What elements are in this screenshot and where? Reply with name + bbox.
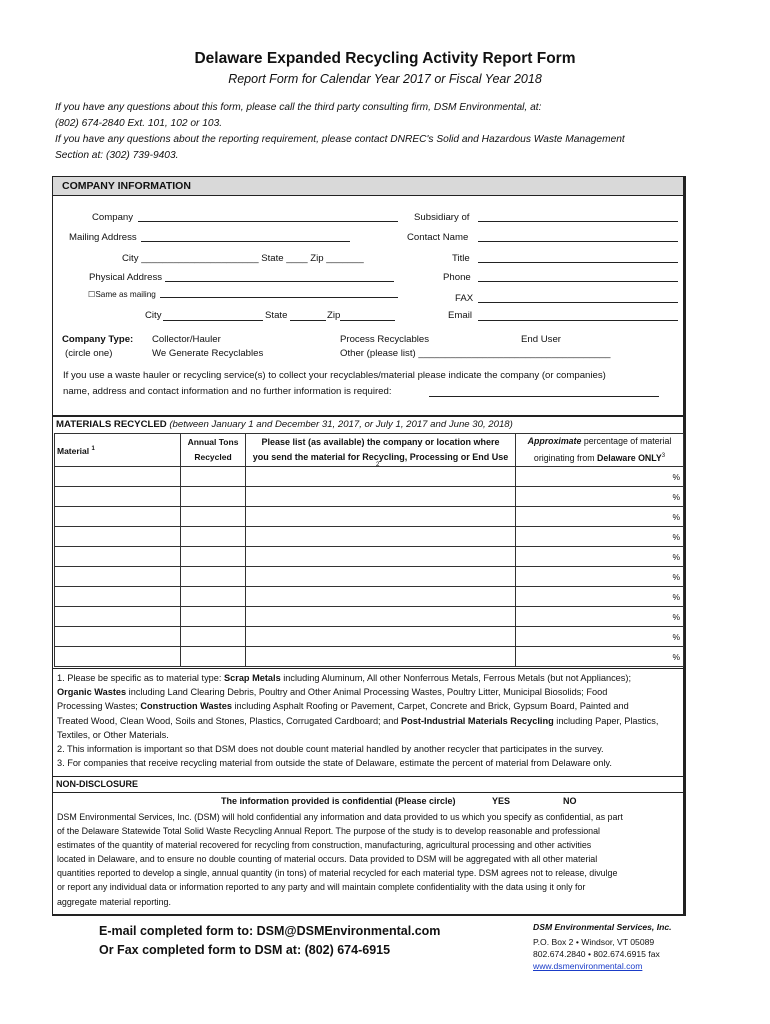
contact-name-field[interactable] bbox=[478, 241, 678, 242]
email-label: Email bbox=[448, 310, 472, 321]
material-cell[interactable] bbox=[55, 507, 181, 527]
table-row bbox=[55, 647, 684, 667]
destination-column-header: Please list (as available) the company or location where you send the material for Recycling, Processing or End Use bbox=[246, 434, 516, 467]
type-other-option[interactable]: Other (please list) ____________________________________ bbox=[340, 348, 611, 359]
state-label: State bbox=[265, 310, 288, 321]
nondisclosure-text: DSM Environmental Services, Inc. (DSM) will hold confidential any information and data provided to us which you specify as confidential, as part of the Delaware Statewide Total Solid Waste Recycling Annual Report. The purpose of the study is to develop reasonable and professional estimates of the quantity of material recovered for recycling from construction, manufacturing, agricultural processing and other activities located in Delaware, and to ensure no double counting of material occurs. Data provided to DSM will be aggregated with all other material quantities reported to develop a single, annual quantity (in tons) of material recycled for each material type. DSM agrees not to release, divulge or report any individual data or information reported to any party and will maintain complete confidentiality with the data using it only for aggregate material reporting. bbox=[57, 812, 623, 907]
material-cell[interactable] bbox=[55, 607, 181, 627]
hauler-instruction: name, address and contact information and no further information is required: bbox=[63, 386, 392, 397]
footnote-1: 1. Please be specific as to material type: Scrap Metals including Aluminum, All other Nonferrous Metals, Ferrous Metals (but not Appliances); Organic Wastes including Land Clearing Debris, Poultry and Other Animal Processing Wastes, Poultry Litter, Municipal Biosolids; Food Processing Wastes; Construction Wastes including Asphalt Roofing or Pavement, Carpet, Concrete and Brick, Gypsum Board, Painted and Treated Wood, Clean Wood, Soils and Stones, Plastics, Corrugated Cardboard; and Post-Industrial Materials Recycling including Paper, Plastics, Textiles, or Other Materials. 2. This information is important so that DSM does not double count material handled by another recycler that participates in the survey. 3. For companies that receive recycling material from outside the state of Delaware, estimate the percent of material from Delaware only. bbox=[57, 671, 682, 770]
table-row bbox=[55, 587, 684, 607]
tons-cell[interactable] bbox=[181, 467, 246, 487]
company-type-label: Company Type: bbox=[62, 334, 134, 345]
footnote-3: 3. For companies that receive recycling material from outside the state of Delaware, estimate the percent of material from Delaware only. bbox=[57, 758, 612, 769]
dsm-website-link[interactable]: www.dsmenvironmental.com bbox=[533, 961, 643, 971]
type-generate-option[interactable]: We Generate Recyclables bbox=[152, 348, 264, 359]
email-field[interactable] bbox=[478, 320, 678, 321]
fax-label: FAX bbox=[455, 293, 474, 304]
intro-text: If you have any questions about this form, please call the third party consulting firm, DSM Environmental, at: bbox=[55, 102, 542, 113]
tons-column-header: Annual Tons Recycled bbox=[181, 434, 246, 467]
material-cell[interactable] bbox=[55, 487, 181, 507]
type-enduser-option[interactable]: End User bbox=[521, 334, 561, 345]
intro-text: (802) 674-2840 Ext. 101, 102 or 103. bbox=[55, 118, 223, 129]
percent-cell[interactable]: % bbox=[516, 627, 684, 647]
materials-period: (between January 1 and December 31, 2017, or July 1, 2017 and June 30, 2018) bbox=[169, 419, 513, 430]
intro-text: If you have any questions about the reporting requirement, please contact DNREC's Solid and Hazardous Waste Management bbox=[55, 134, 625, 145]
materials-title: MATERIALS RECYCLED bbox=[56, 419, 167, 430]
email-instruction: E-mail completed form to: DSM@DSMEnvironmental.com bbox=[99, 924, 441, 938]
dsm-company-name: DSM Environmental Services, Inc. bbox=[533, 922, 672, 932]
material-cell[interactable] bbox=[55, 587, 181, 607]
tons-cell[interactable] bbox=[181, 627, 246, 647]
title-label: Title bbox=[452, 253, 470, 264]
zip-field[interactable] bbox=[340, 320, 395, 321]
circle-one-note: (circle one) bbox=[65, 348, 113, 359]
tons-cell[interactable] bbox=[181, 587, 246, 607]
physical-address-field[interactable] bbox=[165, 281, 394, 282]
confidential-question: The information provided is confidential (Please circle) bbox=[221, 796, 456, 806]
physical-address-label: Physical Address bbox=[89, 272, 163, 283]
company-label: Company bbox=[92, 212, 134, 223]
state-field[interactable] bbox=[290, 320, 326, 321]
table-row bbox=[55, 467, 684, 487]
same-as-mailing-checkbox[interactable]: ☐Same as mailing bbox=[88, 290, 156, 299]
destination-cell[interactable] bbox=[246, 607, 516, 627]
destination-cell[interactable] bbox=[246, 647, 516, 667]
materials-table bbox=[54, 433, 684, 667]
percent-cell[interactable]: % bbox=[516, 587, 684, 607]
material-cell[interactable] bbox=[55, 527, 181, 547]
percent-cell[interactable]: % bbox=[516, 487, 684, 507]
subsidiary-field[interactable] bbox=[478, 221, 678, 222]
dsm-phone-fax: 802.674.2840 • 802.674.6915 fax bbox=[533, 949, 660, 959]
materials-section-title bbox=[56, 419, 513, 430]
destination-cell[interactable] bbox=[246, 547, 516, 567]
form-title: Delaware Expanded Recycling Activity Report Form bbox=[194, 50, 576, 67]
fax-field[interactable] bbox=[478, 302, 678, 303]
tons-cell[interactable] bbox=[181, 567, 246, 587]
material-column-header: Material $^1$ bbox=[55, 434, 181, 467]
percent-cell[interactable]: % bbox=[516, 567, 684, 587]
fax-instruction: Or Fax completed form to DSM at: (802) 674-6915 bbox=[99, 943, 391, 957]
table-row bbox=[55, 607, 684, 627]
subsidiary-label: Subsidiary of bbox=[414, 212, 470, 223]
divider bbox=[53, 792, 683, 793]
type-process-option[interactable]: Process Recyclables bbox=[340, 334, 430, 345]
hauler-info-field[interactable] bbox=[429, 396, 659, 397]
destination-cell[interactable] bbox=[246, 567, 516, 587]
table-row bbox=[55, 507, 684, 527]
intro-text: Section at: (302) 739-9403. bbox=[55, 150, 179, 161]
phone-label: Phone bbox=[443, 272, 471, 283]
material-cell[interactable] bbox=[55, 647, 181, 667]
materials-header-row bbox=[55, 434, 684, 467]
table-row bbox=[55, 547, 684, 567]
tons-cell[interactable] bbox=[181, 607, 246, 627]
destination-footnote-mark: 2 bbox=[376, 462, 380, 468]
material-cell[interactable] bbox=[55, 627, 181, 647]
percent-cell[interactable]: % bbox=[516, 647, 684, 667]
type-collector-option[interactable]: Collector/Hauler bbox=[152, 334, 221, 345]
mailing-address-field[interactable] bbox=[141, 241, 350, 242]
table-row bbox=[55, 567, 684, 587]
percent-cell[interactable]: % bbox=[516, 607, 684, 627]
physical-address-field-2[interactable] bbox=[160, 297, 398, 298]
hauler-instruction: If you use a waste hauler or recycling service(s) to collect your recyclables/material please indicate the company (or companies) bbox=[63, 370, 606, 381]
confidential-yes-option[interactable]: YES bbox=[492, 796, 511, 806]
material-cell[interactable] bbox=[55, 567, 181, 587]
divider bbox=[53, 668, 683, 669]
dsm-address: P.O. Box 2 • Windsor, VT 05089 bbox=[533, 937, 655, 947]
percent-cell[interactable]: % bbox=[516, 507, 684, 527]
title-field[interactable] bbox=[478, 262, 678, 263]
phone-field[interactable] bbox=[478, 281, 678, 282]
table-row bbox=[55, 487, 684, 507]
percent-cell[interactable]: % bbox=[516, 547, 684, 567]
city-state-zip-line[interactable]: City ______________________ State ____ Zip _______ bbox=[122, 253, 364, 264]
tons-cell[interactable] bbox=[181, 527, 246, 547]
city-field[interactable] bbox=[163, 320, 263, 321]
company-field[interactable] bbox=[138, 221, 398, 222]
material-cell[interactable] bbox=[55, 467, 181, 487]
company-section-title: COMPANY INFORMATION bbox=[62, 180, 191, 192]
table-row bbox=[55, 627, 684, 647]
destination-cell[interactable] bbox=[246, 587, 516, 607]
destination-cell[interactable] bbox=[246, 487, 516, 507]
confidential-no-option[interactable]: NO bbox=[563, 796, 577, 806]
form-subtitle: Report Form for Calendar Year 2017 or Fiscal Year 2018 bbox=[228, 72, 542, 86]
percent-column-header: Approximate percentage of material originating from Delaware ONLY$^3$ bbox=[516, 434, 684, 467]
city-label: City bbox=[145, 310, 162, 321]
destination-cell[interactable] bbox=[246, 507, 516, 527]
tons-cell[interactable] bbox=[181, 487, 246, 507]
destination-cell[interactable] bbox=[246, 527, 516, 547]
percent-cell[interactable]: % bbox=[516, 527, 684, 547]
footnote-2: 2. This information is important so that DSM does not double count material handled by another recycler that participates in the survey. bbox=[57, 744, 604, 755]
percent-cell[interactable]: % bbox=[516, 467, 684, 487]
material-cell[interactable] bbox=[55, 547, 181, 567]
tons-cell[interactable] bbox=[181, 507, 246, 527]
mailing-address-label: Mailing Address bbox=[69, 232, 137, 243]
tons-cell[interactable] bbox=[181, 647, 246, 667]
destination-cell[interactable] bbox=[246, 627, 516, 647]
destination-cell[interactable] bbox=[246, 467, 516, 487]
nondisclosure-title: NON-DISCLOSURE bbox=[56, 779, 139, 789]
table-row bbox=[55, 527, 684, 547]
contact-name-label: Contact Name bbox=[407, 232, 469, 243]
zip-label: Zip bbox=[327, 310, 341, 321]
tons-cell[interactable] bbox=[181, 547, 246, 567]
